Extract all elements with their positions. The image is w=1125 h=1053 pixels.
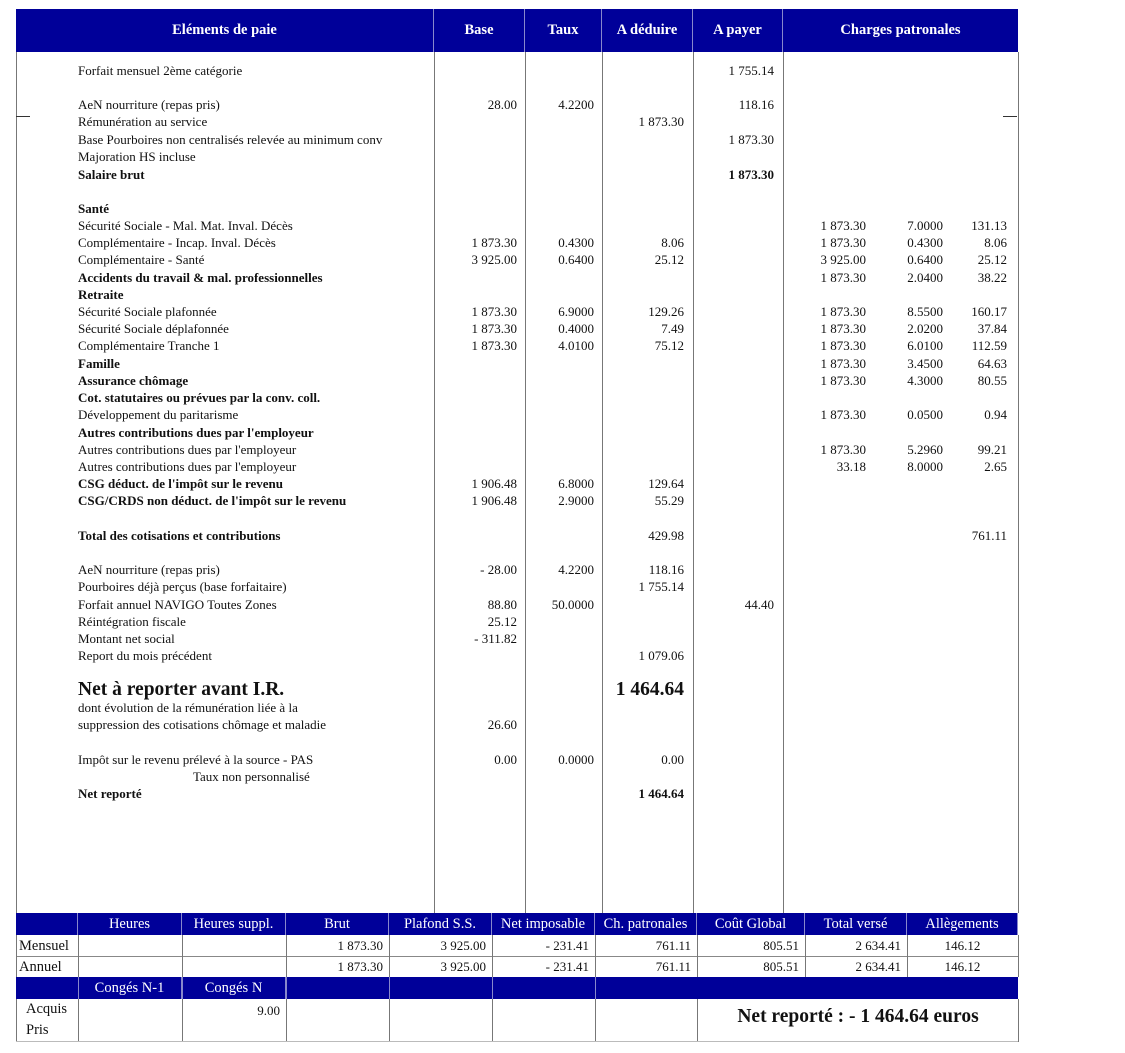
summary-cell: 761.11 <box>655 938 691 953</box>
pay-line-label: Complémentaire Tranche 1 <box>78 338 220 353</box>
pay-line-base: 1 873.30 <box>471 321 517 336</box>
net-reporte-row <box>0 785 1125 802</box>
pay-line-label: Forfait mensuel 2ème catégorie <box>78 63 243 78</box>
pay-line-label: Salaire brut <box>78 167 145 182</box>
pay-line <box>0 578 1125 595</box>
pay-line <box>0 337 1125 354</box>
pay-line-label: Accidents du travail & mal. professionnelles <box>78 270 323 285</box>
pay-line <box>0 596 1125 613</box>
pay-line <box>0 613 1125 630</box>
net-avant-ir-value: 1 464.64 <box>615 679 684 700</box>
pay-line-p-taux: 6.0100 <box>907 338 943 353</box>
pay-line <box>0 217 1125 234</box>
pay-line-p-montant: 80.55 <box>977 373 1007 388</box>
pay-line-a-payer: 1 755.14 <box>728 63 774 78</box>
pay-line-taux: 0.4000 <box>558 321 594 336</box>
summary-col-divider <box>286 935 287 977</box>
pay-line-label: Réintégration fiscale <box>78 614 186 629</box>
pay-line <box>0 441 1125 458</box>
summary-col-divider <box>805 935 806 977</box>
pay-line-base: 28.00 <box>487 97 517 112</box>
pay-line <box>0 630 1125 647</box>
summary-header: Plafond S.S. <box>389 913 492 935</box>
pay-line-p-taux: 4.3000 <box>907 373 943 388</box>
header-a-deduire: A déduire <box>602 9 693 52</box>
conges-header-divider <box>492 977 493 999</box>
pay-line-p-taux: 8.0000 <box>907 459 943 474</box>
summary-cell: 146.12 <box>944 938 981 953</box>
conges-header-n: Congés N <box>182 977 286 999</box>
summary-header: Ch. patronales <box>595 913 697 935</box>
conges-col-divider <box>595 999 596 1042</box>
pay-line-p-montant: 112.59 <box>971 338 1007 353</box>
pay-line-taux: 0.4300 <box>558 235 594 250</box>
summary-cell: 2 634.41 <box>855 959 901 974</box>
pay-line-base: 3 925.00 <box>471 252 517 267</box>
conges-col-divider <box>78 999 79 1042</box>
pay-line <box>0 148 1125 165</box>
pas-sub-row <box>0 768 1125 785</box>
pay-line-label: Assurance chômage <box>78 373 189 388</box>
pay-line-p-taux: 2.0400 <box>907 270 943 285</box>
pay-line-label: Forfait annuel NAVIGO Toutes Zones <box>78 597 277 612</box>
pay-line-p-base: 1 873.30 <box>820 373 866 388</box>
pas-base: 0.00 <box>494 752 517 767</box>
summary-header: Allègements <box>907 913 1018 935</box>
header-base: Base <box>434 9 525 52</box>
net-reporte-value: 1 464.64 <box>638 786 684 801</box>
summary-col-divider <box>907 935 908 977</box>
pay-line-label: Base Pourboires non centralisés relevée au minimum conv <box>78 132 383 147</box>
pay-line <box>0 458 1125 475</box>
pay-line <box>0 372 1125 389</box>
pay-line-p-montant: 38.22 <box>977 270 1007 285</box>
header-taux: Taux <box>525 9 602 52</box>
pay-line <box>0 251 1125 268</box>
evolution-row-1 <box>0 699 1125 716</box>
pay-line-a-deduire: 25.12 <box>654 252 684 267</box>
conges-col-divider <box>182 999 183 1042</box>
pay-line-base: 25.12 <box>487 614 517 629</box>
pay-line-p-taux: 7.0000 <box>907 218 943 233</box>
pay-line-p-taux: 8.5500 <box>907 304 943 319</box>
pay-line-taux: 0.6400 <box>558 252 594 267</box>
pay-line <box>0 406 1125 423</box>
pay-line-p-taux: 0.0500 <box>907 407 943 422</box>
pay-line <box>0 96 1125 113</box>
conges-col-divider <box>1018 999 1019 1042</box>
conges-col-divider <box>286 999 287 1042</box>
pay-line-p-montant: 761.11 <box>971 528 1007 543</box>
pay-line-p-base: 1 873.30 <box>820 218 866 233</box>
summary-col-divider <box>492 935 493 977</box>
pay-line-label: Montant net social <box>78 631 175 646</box>
pay-line-label: Total des cotisations et contributions <box>78 528 281 543</box>
summary-cell <box>78 936 182 956</box>
conges-header-n1: Congés N-1 <box>78 977 182 999</box>
pay-line-label: Autres contributions dues par l'employeur <box>78 459 297 474</box>
pay-line-p-taux: 0.6400 <box>907 252 943 267</box>
pay-line-p-montant: 2.65 <box>984 459 1007 474</box>
summary-header: Heures suppl. <box>182 913 286 935</box>
pay-line-p-montant: 0.94 <box>984 407 1007 422</box>
pay-line-p-base: 1 873.30 <box>820 304 866 319</box>
summary-row-label: Mensuel <box>19 938 69 954</box>
conges-header-divider <box>389 977 390 999</box>
pay-line <box>0 475 1125 492</box>
pay-line-label: Cot. statutaires ou prévues par la conv. coll. <box>78 390 321 405</box>
net-reporte-label: Net reporté <box>78 786 142 801</box>
pay-line-taux: 6.8000 <box>558 476 594 491</box>
pas-row <box>0 751 1125 768</box>
pay-line <box>0 166 1125 183</box>
pay-line-p-montant: 37.84 <box>977 321 1007 336</box>
pay-line-label: Sécurité Sociale - Mal. Mat. Inval. Décès <box>78 218 293 233</box>
pay-line <box>0 355 1125 372</box>
net-reporte-final: Net reporté : - 1 464.64 euros <box>737 1006 979 1027</box>
pas-a-deduire: 0.00 <box>661 752 684 767</box>
summary-cell: 3 925.00 <box>440 938 486 953</box>
summary-cell: 146.12 <box>944 959 981 974</box>
conges-col-divider <box>16 999 17 1042</box>
summary-cell <box>182 957 286 977</box>
pay-line-a-deduire: 75.12 <box>654 338 684 353</box>
header-charges-patronales: Charges patronales <box>783 9 1018 52</box>
pay-line-base: 1 873.30 <box>471 338 517 353</box>
pay-line-a-payer: 1 873.30 <box>728 132 774 147</box>
pay-line-label: Complémentaire - Incap. Inval. Décès <box>78 235 276 250</box>
pay-line <box>0 424 1125 441</box>
summary-header: Net imposable <box>492 913 595 935</box>
summary-cell: 1 873.30 <box>337 959 383 974</box>
summary-col-divider <box>78 935 79 977</box>
pay-line <box>0 200 1125 217</box>
pay-line <box>0 269 1125 286</box>
pay-line-p-base: 1 873.30 <box>820 235 866 250</box>
pay-line-a-deduire: 129.26 <box>648 304 684 319</box>
pay-line-a-deduire: 429.98 <box>648 528 684 543</box>
pay-line-a-deduire: 55.29 <box>654 493 684 508</box>
summary-header: Coût Global <box>697 913 805 935</box>
summary-row-label: Annuel <box>19 959 62 975</box>
conges-pris-label: Pris <box>26 1022 49 1038</box>
pay-line-label: Famille <box>78 356 120 371</box>
pay-line-label: Complémentaire - Santé <box>78 252 205 267</box>
evolution-line-2: suppression des cotisations chômage et maladie <box>78 717 327 732</box>
pay-line-p-base: 1 873.30 <box>820 270 866 285</box>
summary-col-divider <box>1018 935 1019 977</box>
summary-cell: 805.51 <box>763 938 799 953</box>
pay-line-a-deduire: 118.16 <box>648 562 684 577</box>
conges-bottom-line <box>16 1041 1018 1042</box>
pay-line-a-deduire: 1 079.06 <box>638 648 684 663</box>
pay-line-p-montant: 131.13 <box>971 218 1007 233</box>
pay-line-base: - 311.82 <box>474 631 517 646</box>
header-a-payer: A payer <box>693 9 783 52</box>
pay-line-taux: 4.2200 <box>558 562 594 577</box>
pay-line-a-deduire: 129.64 <box>648 476 684 491</box>
summary-cell: - 231.41 <box>545 938 589 953</box>
pay-line-a-payer: 1 873.30 <box>728 167 774 182</box>
pay-line-label: Sécurité Sociale plafonnée <box>78 304 217 319</box>
pay-line-base: 1 873.30 <box>471 304 517 319</box>
pay-line-a-payer: 44.40 <box>744 597 774 612</box>
conges-acquis-n1 <box>78 1001 182 1021</box>
pas-taux: 0.0000 <box>558 752 594 767</box>
pay-line-a-deduire: 1 755.14 <box>638 579 684 594</box>
pay-line-p-taux: 2.0200 <box>907 321 943 336</box>
summary-cell <box>182 936 286 956</box>
pay-line <box>0 389 1125 406</box>
pay-line-label: AeN nourriture (repas pris) <box>78 562 220 577</box>
pay-line-taux: 4.0100 <box>558 338 594 353</box>
summary-cell <box>78 957 182 977</box>
summary-header-corner <box>16 913 78 935</box>
pay-line-p-base: 3 925.00 <box>820 252 866 267</box>
pay-line <box>0 62 1125 79</box>
pay-line <box>0 527 1125 544</box>
summary-col-divider <box>697 935 698 977</box>
pay-line-p-montant: 8.06 <box>984 235 1007 250</box>
pas-label: Impôt sur le revenu prélevé à la source - PAS <box>78 752 314 767</box>
pay-line-taux: 50.0000 <box>551 597 594 612</box>
pay-line-p-montant: 64.63 <box>977 356 1007 371</box>
conges-header-divider <box>286 977 287 999</box>
net-avant-ir-label: Net à reporter avant I.R. <box>78 679 285 700</box>
pay-line-base: 88.80 <box>487 597 517 612</box>
evolution-base: 26.60 <box>487 717 517 732</box>
summary-col-divider <box>389 935 390 977</box>
pay-line-base: 1 873.30 <box>471 235 517 250</box>
pay-line-label: AeN nourriture (repas pris) <box>78 97 220 112</box>
pay-line <box>0 561 1125 578</box>
conges-acquis-n: 9.00 <box>257 1003 280 1018</box>
pay-line-p-montant: 99.21 <box>977 442 1007 457</box>
pay-line-p-base: 1 873.30 <box>820 338 866 353</box>
pay-line-p-base: 1 873.30 <box>820 407 866 422</box>
pay-line-a-deduire: 8.06 <box>661 235 684 250</box>
pay-line <box>0 286 1125 303</box>
summary-cell: 2 634.41 <box>855 938 901 953</box>
pay-line-label: Développement du paritarisme <box>78 407 239 422</box>
evolution-line-1: dont évolution de la rémunération liée à la <box>78 700 298 715</box>
pay-line-label: Retraite <box>78 287 124 302</box>
summary-col-divider <box>16 935 17 977</box>
pay-line-p-base: 1 873.30 <box>820 442 866 457</box>
pay-line-p-montant: 25.12 <box>977 252 1007 267</box>
pay-line-a-payer: 118.16 <box>738 97 774 112</box>
pay-line-label: Majoration HS incluse <box>78 149 196 164</box>
summary-header: Total versé <box>805 913 907 935</box>
pay-line-base: 1 906.48 <box>471 493 517 508</box>
conges-header-divider <box>595 977 596 999</box>
pay-line-p-taux: 0.4300 <box>907 235 943 250</box>
conges-col-divider <box>389 999 390 1042</box>
pas-sub-label: Taux non personnalisé <box>193 769 310 784</box>
pay-line-a-deduire: 1 873.30 <box>638 114 684 129</box>
pay-line <box>0 131 1125 148</box>
pay-line <box>0 234 1125 251</box>
conges-acquis-label: Acquis <box>26 1001 68 1017</box>
summary-col-divider <box>182 935 183 977</box>
pay-line-label: Sécurité Sociale déplafonnée <box>78 321 229 336</box>
summary-cell: 1 873.30 <box>337 938 383 953</box>
pay-line-taux: 4.2200 <box>558 97 594 112</box>
conges-header-divider <box>78 977 79 999</box>
pay-line-label: CSG déduct. de l'impôt sur le revenu <box>78 476 284 491</box>
pay-line-p-base: 33.18 <box>836 459 866 474</box>
pay-line-label: Santé <box>78 201 110 216</box>
pay-line <box>0 647 1125 664</box>
summary-col-divider <box>595 935 596 977</box>
conges-col-divider <box>492 999 493 1042</box>
pay-line-taux: 6.9000 <box>558 304 594 319</box>
summary-cell: 3 925.00 <box>440 959 486 974</box>
pay-line-label: Pourboires déjà perçus (base forfaitaire) <box>78 579 287 594</box>
summary-header: Heures <box>78 913 182 935</box>
header-elements: Eléments de paie <box>16 9 434 52</box>
pay-line-p-taux: 5.2960 <box>907 442 943 457</box>
pay-line <box>0 113 1125 130</box>
pay-line-label: Autres contributions dues par l'employeur <box>78 425 314 440</box>
pay-line-p-taux: 3.4500 <box>907 356 943 371</box>
pay-line-p-base: 1 873.30 <box>820 356 866 371</box>
summary-cell: 761.11 <box>655 959 691 974</box>
summary-header: Brut <box>286 913 389 935</box>
pay-line-base: 1 906.48 <box>471 476 517 491</box>
pay-line-p-base: 1 873.30 <box>820 321 866 336</box>
pay-line-label: CSG/CRDS non déduct. de l'impôt sur le revenu <box>78 493 347 508</box>
pay-line <box>0 303 1125 320</box>
summary-cell: 805.51 <box>763 959 799 974</box>
pay-line-taux: 2.9000 <box>558 493 594 508</box>
evolution-row-2 <box>0 716 1125 733</box>
pay-line-label: Autres contributions dues par l'employeur <box>78 442 297 457</box>
pay-line <box>0 320 1125 337</box>
conges-header-divider <box>182 977 183 999</box>
pay-line-p-montant: 160.17 <box>971 304 1007 319</box>
pay-line-base: - 28.00 <box>480 562 517 577</box>
pay-line-label: Report du mois précédent <box>78 648 212 663</box>
pay-line-a-deduire: 7.49 <box>661 321 684 336</box>
pay-line <box>0 492 1125 509</box>
pay-line-label: Rémunération au service <box>78 114 208 129</box>
summary-cell: - 231.41 <box>545 959 589 974</box>
